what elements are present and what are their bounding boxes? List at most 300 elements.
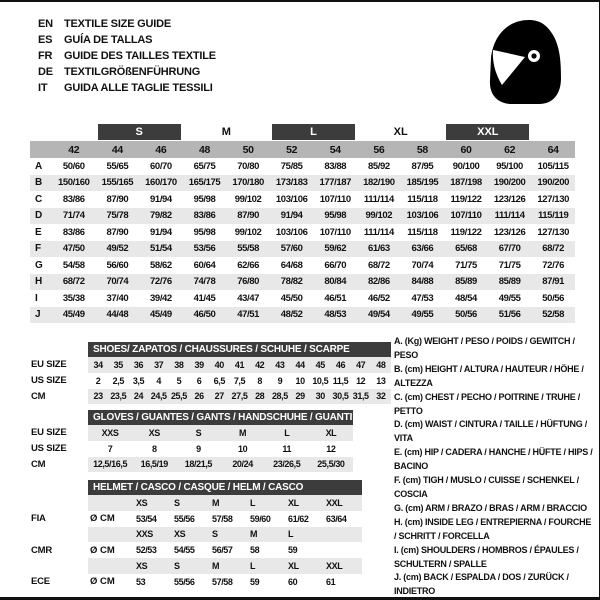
size-col-60: 60 (460, 143, 472, 156)
unit-label: Ø CM (90, 576, 115, 588)
guide-title: TEXTILGRÖßENFÜHRUNG (64, 66, 201, 78)
measure-cell: 107/110 (319, 226, 351, 238)
size-cell: 61 (326, 576, 336, 587)
measure-cell: 99/102 (234, 193, 262, 205)
measure-cell: 107/110 (450, 210, 482, 222)
size-cell: 6,5 (213, 375, 225, 386)
measure-row-a (30, 158, 575, 175)
measure-cell: 49/52 (106, 243, 129, 255)
language-row-de (38, 64, 216, 80)
size-cell: 59 (250, 576, 260, 587)
size-col-58: 58 (416, 143, 428, 156)
size-cell: 8 (257, 375, 262, 386)
size-cell: 27 (214, 391, 224, 402)
size-cell: 10 (295, 375, 305, 386)
size-cell: 5 (176, 375, 182, 386)
row-label: US SIZE (31, 443, 67, 455)
size-cell: 60 (288, 576, 298, 587)
language-row-fr (38, 48, 216, 64)
measure-cell: 119/122 (450, 226, 482, 238)
size-cell: 63/64 (326, 513, 347, 524)
measure-cell: 70/80 (237, 160, 259, 172)
row-label (30, 558, 88, 574)
gloves-size-table (30, 410, 353, 472)
measure-cell: 103/106 (406, 210, 439, 222)
measure-cell: 62/66 (237, 259, 259, 271)
size-cell: 47 (356, 359, 366, 370)
measure-cell: 155/165 (101, 177, 134, 189)
table-row (30, 558, 362, 574)
measure-cell: 83/86 (62, 193, 85, 205)
size-cell: 2,5 (112, 375, 124, 386)
measure-cell: 76/80 (237, 276, 259, 288)
size-group-xl: XL (393, 126, 408, 138)
size-cell: 41 (234, 359, 245, 370)
measure-cell: 127/130 (537, 193, 569, 205)
table-title: GLOVES / GUANTES / GANTS / HANDSCHUHE / GUANTI (88, 410, 353, 425)
measure-cell: 80/84 (324, 276, 347, 288)
size-cell: 28 (255, 391, 265, 402)
size-number-row (30, 141, 575, 158)
size-cell: 7 (107, 443, 113, 454)
size-cell: 59 (288, 545, 298, 556)
size-cell: 23/26,5 (273, 459, 301, 470)
measure-cell: 75/78 (106, 210, 129, 222)
measure-cell: 47/50 (62, 243, 85, 255)
row-label (30, 527, 88, 543)
size-cell: S (174, 561, 180, 572)
size-cell: 25,5 (170, 391, 187, 402)
measure-cell: 185/195 (406, 177, 439, 189)
size-cell: 44 (295, 359, 305, 370)
size-cell: 45 (315, 359, 325, 370)
measure-cell: 48/53 (324, 309, 347, 321)
measure-cell: 85/89 (498, 276, 521, 288)
size-cell: 24 (133, 391, 144, 402)
measure-cell: 68/72 (62, 276, 85, 288)
measure-cell: 177/187 (319, 177, 352, 189)
measure-cell: 165/175 (188, 177, 221, 189)
row-letter: E (35, 226, 42, 238)
size-cell: 20/24 (232, 459, 253, 470)
measure-cell: 107/110 (319, 193, 351, 205)
measure-cell: 60/70 (150, 160, 172, 172)
measure-cell: 82/86 (367, 276, 390, 288)
unit-label: Ø CM (90, 513, 115, 525)
measure-cell: 91/94 (280, 210, 303, 222)
measure-cell: 111/114 (363, 226, 394, 238)
size-cell: 4 (156, 375, 161, 386)
measure-cell: 90/100 (452, 160, 480, 172)
table-row (30, 511, 362, 527)
size-cell: 8 (151, 443, 157, 454)
size-cell: XL (288, 497, 299, 508)
measure-cell: 87/91 (542, 276, 565, 288)
textile-size-table (30, 124, 575, 323)
measure-cell: 45/49 (62, 309, 85, 321)
size-cell: 53/54 (136, 513, 157, 524)
measure-cell: 58/62 (150, 259, 172, 271)
size-cell: XXL (326, 561, 343, 572)
size-cell: 16,5/19 (140, 459, 168, 470)
row-label (30, 495, 88, 511)
measure-cell: 49/55 (411, 309, 434, 321)
spacer-cell (30, 124, 52, 140)
row-label: CM (31, 458, 46, 470)
size-cell: 29 (295, 391, 305, 402)
measure-cell: 111/114 (494, 210, 525, 222)
measure-cell: 51/56 (498, 309, 521, 321)
measure-cell: 71/75 (455, 259, 477, 271)
legend-item-d: D. (cm) WAIST / CINTURA / TAILLE / HÜFTUNG / VITA (394, 419, 587, 444)
measure-cell: 57/60 (280, 243, 303, 255)
measure-cell: 115/119 (537, 210, 569, 222)
measure-row-g (30, 257, 575, 274)
table-row (30, 389, 391, 405)
size-col-42: 42 (68, 143, 80, 156)
size-cell: M (250, 529, 258, 540)
measure-cell: 75/85 (280, 160, 303, 172)
size-col-52: 52 (286, 143, 298, 156)
row-cells (88, 457, 353, 473)
measure-cell: 119/122 (450, 193, 482, 205)
size-cell: 12 (326, 443, 336, 454)
size-cell: 7,5 (233, 375, 246, 386)
size-group-xxl: XXL (446, 124, 529, 140)
size-cell: 25,5/30 (317, 459, 345, 470)
measure-cell: 72/76 (150, 276, 172, 288)
measure-cell: 72/76 (542, 259, 565, 271)
measure-cell: 74/78 (193, 276, 216, 288)
measure-cell: 160/170 (145, 177, 177, 189)
measurement-legend (394, 335, 594, 599)
measure-cell: 55/58 (237, 243, 259, 255)
size-cell: 11,5 (332, 375, 349, 386)
measure-cell: 99/102 (234, 226, 262, 238)
size-cell: S (195, 427, 202, 438)
language-code: IT (38, 82, 48, 94)
measure-row-e (30, 224, 575, 241)
guide-title: GUIDA ALLE TAGLIE TESSILI (64, 82, 213, 94)
measure-cell: 170/180 (232, 177, 264, 189)
row-label: CM (31, 390, 46, 402)
measure-cell: 47/53 (411, 292, 434, 304)
measure-cell: 45/49 (150, 309, 172, 321)
row-label: ECE (31, 576, 50, 588)
size-cell: S (174, 497, 180, 508)
measure-cell: 95/100 (496, 160, 523, 172)
size-cell: 23,5 (110, 391, 127, 402)
size-cell: 56/57 (212, 545, 233, 556)
row-letter: B (35, 177, 43, 189)
legend-item-h: H. (cm) INSIDE LEG / ENTREPIERNA / FOURCHE / SCHRITT / FORCELLA (394, 516, 592, 541)
size-cell: L (250, 497, 256, 508)
measure-cell: 187/198 (450, 177, 482, 189)
measure-cell: 127/130 (537, 226, 569, 238)
size-cell: 30,5 (332, 391, 349, 402)
measure-cell: 87/90 (237, 210, 259, 222)
measure-cell: 35/38 (62, 292, 85, 304)
measure-cell: 51/54 (150, 243, 172, 255)
measure-cell: 71/74 (62, 210, 85, 222)
measure-cell: 105/115 (537, 160, 569, 172)
size-cell: 59/60 (250, 513, 271, 524)
measure-cell: 70/74 (106, 276, 129, 288)
size-cell: XXS (136, 529, 153, 540)
legend-item-c: C. (cm) CHEST / PECHO / POITRINE / TRUHE / PETTO (394, 391, 581, 416)
measure-row-j (30, 307, 575, 324)
size-cell: 18/21,5 (184, 459, 213, 470)
table-title: SHOES/ ZAPATOS / CHAUSSURES / SCHUHE / SCARPE (88, 342, 391, 357)
measure-cell: 103/106 (275, 226, 308, 238)
measure-cell: 115/118 (407, 226, 438, 238)
size-group-row (30, 124, 575, 140)
size-cell: 3,5 (132, 375, 145, 386)
measure-row-f (30, 241, 575, 258)
size-cell: 48 (376, 359, 386, 370)
measure-cell: 95/98 (324, 210, 347, 222)
measure-cell: 78/82 (280, 276, 303, 288)
measure-cell: 63/66 (411, 243, 434, 255)
size-cell: XS (136, 497, 148, 508)
measure-cell: 83/86 (62, 226, 85, 238)
measure-cell: 59/62 (324, 243, 347, 255)
size-cell: 10,5 (312, 375, 329, 386)
size-cell: 28,5 (271, 391, 288, 402)
row-letter: J (35, 309, 41, 321)
row-letter: G (35, 259, 43, 271)
measure-cell: 123/126 (493, 226, 526, 238)
row-cells (88, 511, 362, 527)
row-letter: A (35, 160, 43, 172)
measure-cell: 48/52 (280, 309, 303, 321)
measure-cell: 56/60 (106, 259, 129, 271)
measure-cell: 182/190 (363, 177, 395, 189)
table-row (30, 495, 362, 511)
measure-row-i (30, 290, 575, 307)
language-code: FR (38, 50, 53, 62)
language-code: DE (38, 66, 53, 78)
size-group-s: S (98, 124, 181, 140)
language-header (38, 16, 216, 96)
measure-cell: 50/56 (542, 292, 565, 304)
measure-cell: 173/183 (275, 177, 308, 189)
measure-cell: 46/52 (367, 292, 390, 304)
row-cells (88, 441, 353, 457)
size-cell: 57/58 (212, 576, 233, 587)
racing-helmet-icon (487, 18, 563, 106)
measure-cell: 64/68 (280, 259, 303, 271)
measure-cell: 99/102 (365, 210, 393, 222)
size-cell: 40 (214, 359, 224, 370)
size-cell: 9 (277, 375, 283, 386)
size-cell: 11 (282, 443, 292, 454)
measure-row-d (30, 208, 575, 225)
size-cell: XS (136, 561, 148, 572)
row-cells (88, 389, 391, 405)
size-col-44: 44 (111, 143, 123, 156)
size-cell: 58 (250, 545, 260, 556)
measure-cell: 54/58 (62, 259, 85, 271)
size-cell: S (212, 529, 218, 540)
row-cells (88, 425, 353, 441)
row-label: CMR (31, 544, 53, 556)
size-cell: L (250, 561, 256, 572)
col-spacer (52, 124, 96, 140)
size-cell: XL (325, 427, 337, 438)
size-cell: 54/55 (174, 545, 195, 556)
measure-cell: 41/45 (193, 292, 216, 304)
language-row-en (38, 16, 216, 32)
size-cell: 39 (194, 359, 204, 370)
textile-rows (30, 158, 575, 323)
legend-item-i: I. (cm) SHOULDERS / HOMBROS / ÉPAULES / SCHULTERN / SPALLE (394, 544, 579, 569)
measure-cell: 150/160 (58, 177, 90, 189)
row-label: EU SIZE (31, 359, 67, 371)
size-cell: L (288, 529, 294, 540)
size-col-46: 46 (155, 143, 167, 156)
size-cell: 31,5 (352, 391, 369, 402)
measure-cell: 190/200 (537, 177, 569, 189)
legend-item-b: B. (cm) HEIGHT / ALTURA / HAUTEUR / HÖHE / ALTEZZA (394, 363, 584, 388)
measure-cell: 95/98 (193, 226, 216, 238)
row-cells (88, 373, 391, 389)
size-cell: 38 (174, 359, 184, 370)
measure-cell: 50/60 (62, 160, 85, 172)
size-cell: 23 (93, 391, 103, 402)
col-spacer (531, 124, 575, 140)
legend-item-e: E. (cm) HIP / CADERA / HANCHE / HÜFTE / HIPS / BACINO (394, 447, 593, 472)
row-letter: I (35, 292, 38, 304)
legend-item-f: F. (cm) TIGH / MUSLO / CUISSE / SCHENKEL / COSCIA (394, 475, 579, 499)
size-cell: 53 (136, 576, 146, 587)
language-row-it (38, 80, 216, 96)
size-col-62: 62 (504, 143, 516, 156)
table-row (30, 373, 391, 389)
measure-cell: 61/63 (367, 243, 390, 255)
row-label: FIA (31, 513, 46, 525)
measure-cell: 91/94 (150, 193, 172, 205)
size-cell: 46 (335, 359, 346, 370)
row-label: EU SIZE (31, 427, 67, 439)
measure-cell: 66/70 (324, 259, 347, 271)
measure-cell: 47/51 (237, 309, 259, 321)
measure-cell: 85/89 (455, 276, 477, 288)
size-cell: 42 (255, 359, 265, 370)
size-cell: 55/56 (174, 576, 195, 587)
size-group-l: L (272, 124, 355, 140)
size-cell: XL (288, 561, 299, 572)
row-letter: H (35, 276, 43, 288)
size-cell: XS (148, 427, 160, 438)
size-cell: 30 (315, 391, 325, 402)
measure-cell: 87/90 (106, 226, 129, 238)
language-code: ES (38, 34, 53, 46)
row-letter: F (35, 243, 42, 255)
size-cell: 52/53 (136, 545, 157, 556)
measure-cell: 50/56 (455, 309, 477, 321)
measure-cell: 49/55 (498, 292, 521, 304)
measure-cell: 49/54 (367, 309, 390, 321)
measure-cell: 111/114 (363, 193, 394, 205)
size-col-56: 56 (373, 143, 385, 156)
measure-cell: 87/95 (411, 160, 434, 172)
unit-label: Ø CM (90, 544, 115, 556)
row-letter: C (35, 193, 43, 205)
legend-item-j: J. (cm) BACK / ESPALDA / DOS / ZURÜCK / INDIETRO (394, 572, 569, 597)
measure-cell: 43/47 (237, 292, 259, 304)
measure-cell: 52/58 (542, 309, 565, 321)
measure-cell: 95/98 (193, 193, 216, 205)
row-letter: D (35, 210, 43, 222)
table-row (30, 542, 362, 558)
guide-title: GUÍA DE TALLAS (64, 34, 153, 46)
measure-cell: 87/90 (106, 193, 129, 205)
measure-cell: 103/106 (275, 193, 308, 205)
table-row (30, 357, 391, 373)
measure-cell: 44/48 (106, 309, 129, 321)
measure-cell: 79/82 (150, 210, 172, 222)
size-cell: M (212, 497, 220, 508)
size-cell: M (239, 427, 247, 438)
row-cells (88, 357, 391, 373)
guide-title: TEXTILE SIZE GUIDE (64, 18, 172, 30)
measure-cell: 85/92 (367, 160, 390, 172)
size-cell: 24,5 (150, 391, 167, 402)
size-cell: 12 (356, 375, 366, 386)
size-cell: 34 (93, 359, 103, 370)
row-cells (88, 574, 362, 590)
table-row (30, 527, 362, 543)
measure-cell: 39/42 (150, 292, 172, 304)
measure-cell: 67/70 (498, 243, 521, 255)
size-cell: L (284, 427, 290, 438)
size-cell: 6 (196, 375, 202, 386)
measure-row-b (30, 175, 575, 192)
table-row (30, 457, 353, 473)
size-col-64: 64 (547, 143, 559, 156)
measure-cell: 91/94 (150, 226, 172, 238)
row-label: US SIZE (31, 375, 67, 387)
size-cell: XXL (326, 497, 343, 508)
table-row (30, 441, 353, 457)
measure-cell: 60/64 (193, 259, 216, 271)
size-group-m: M (221, 126, 231, 138)
measure-cell: 46/51 (324, 292, 347, 304)
size-cell: 61/62 (288, 513, 309, 524)
size-cell: 43 (275, 359, 285, 370)
measure-cell: 55/65 (106, 160, 129, 172)
measure-cell: 65/75 (193, 160, 216, 172)
size-cell: 2 (95, 375, 101, 386)
table-title: HELMET / CASCO / CASQUE / HELM / CASCO (88, 480, 362, 495)
size-col-54: 54 (329, 143, 341, 156)
size-cell: 10 (237, 443, 248, 454)
helmet-size-table (30, 480, 362, 590)
measure-cell: 68/72 (367, 259, 390, 271)
table-row (30, 425, 353, 441)
size-cell: 37 (154, 359, 164, 370)
legend-item-a: A. (Kg) WEIGHT / PESO / POIDS / GEWITCH / PESO (394, 336, 575, 360)
measure-cell: 46/50 (193, 309, 216, 321)
row-cells (88, 495, 362, 511)
measure-cell: 45/50 (280, 292, 303, 304)
measure-row-c (30, 191, 575, 208)
language-code: EN (38, 18, 53, 30)
size-cell: 27,5 (231, 391, 248, 402)
language-row-es (38, 32, 216, 48)
measure-row-h (30, 274, 575, 291)
